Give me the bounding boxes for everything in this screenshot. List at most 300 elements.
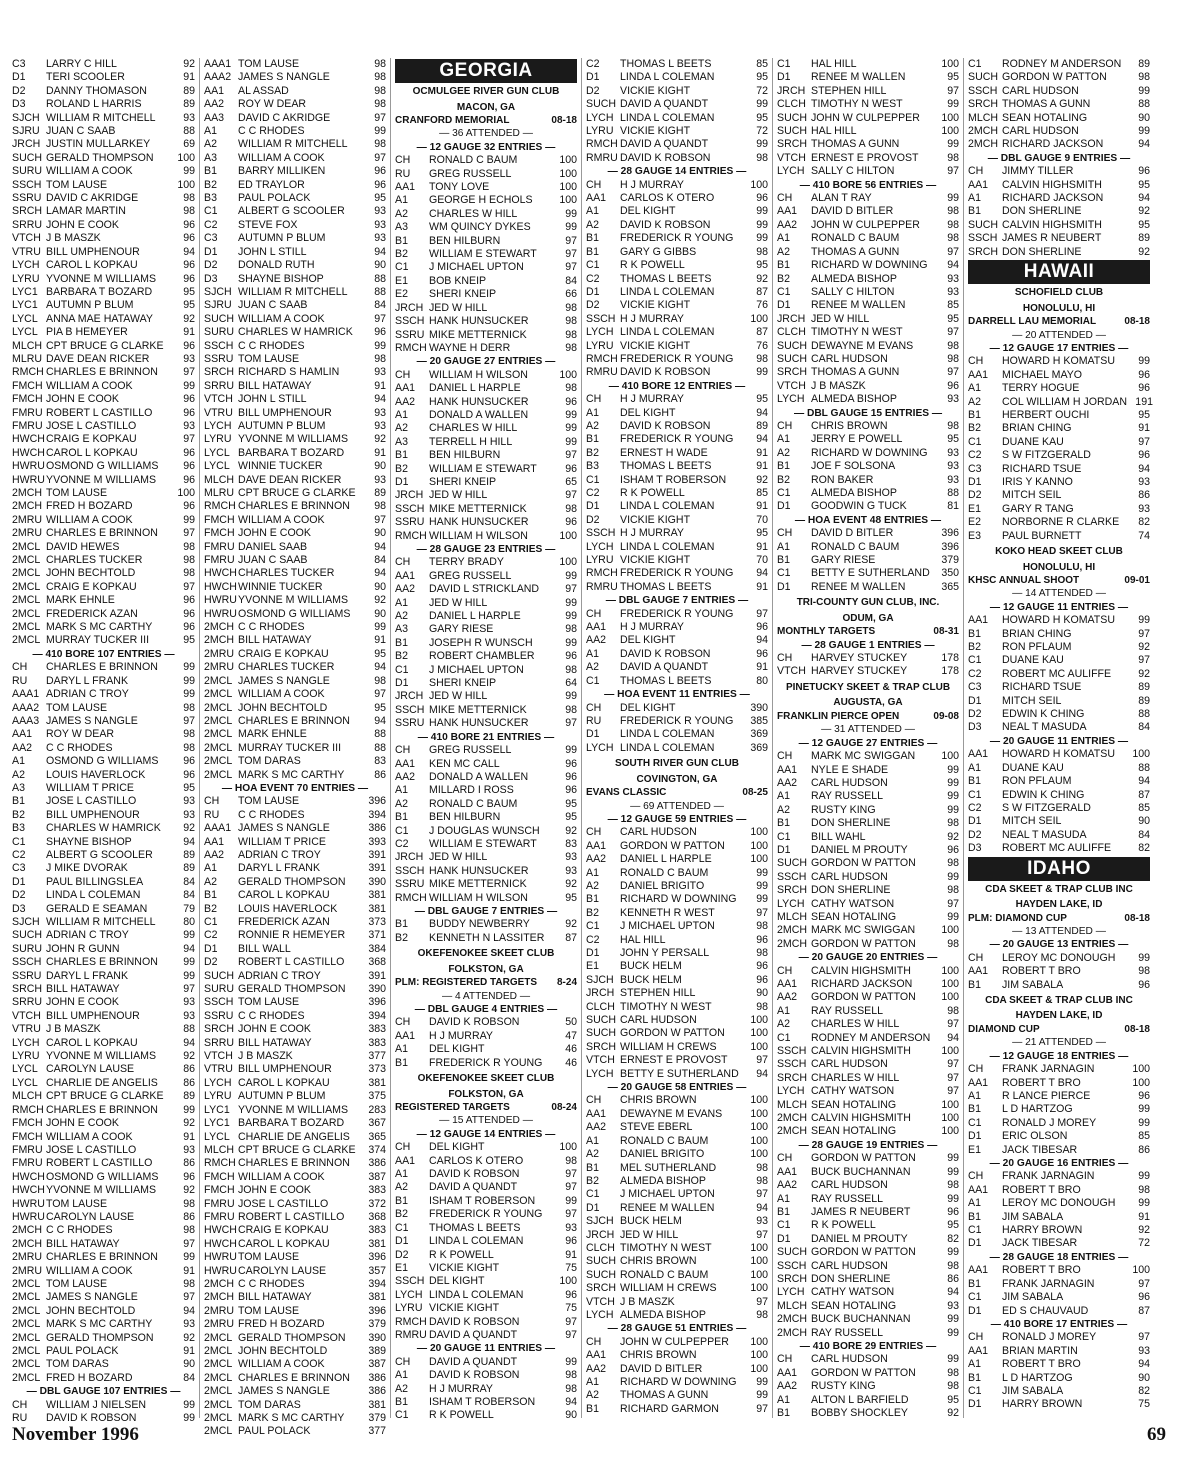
result-row [395,248,577,261]
class-code: D3 [12,98,26,111]
result-row [586,514,768,527]
result-row [395,570,577,583]
score: 97 [565,234,577,247]
shooter-name: TERRELL H HILL [429,435,513,448]
result-row [777,1125,959,1138]
shooter-name: DAVID K ROBSON [620,218,711,231]
class-code: B2 [395,462,408,475]
result-row [204,581,386,594]
class-code: SSCH [204,339,234,352]
shooter-name: PAUL BURNETT [1002,529,1082,542]
shooter-name: AL ASSAD [238,84,289,97]
score: 96 [374,178,386,191]
result-row [777,871,959,884]
score: 100 [559,194,577,207]
class-code: HWCH [204,1237,237,1250]
shooter-name: WILLIAM A COOK [46,165,133,178]
score: 83 [565,837,577,850]
score: 95 [183,299,195,312]
score: 84 [183,875,195,888]
shooter-name: HOWARD H KOMATSU [1002,614,1115,627]
class-code: RU [12,674,28,687]
result-row [12,541,195,554]
score: 86 [1138,489,1150,502]
class-code: AA2 [586,853,607,866]
score: 94 [374,661,386,674]
class-code: SUCH [777,857,808,870]
shooter-name: DON SHERLINE [1002,245,1082,258]
result-row [777,978,959,991]
score: 93 [947,473,959,486]
shooter-name: ROBERT T BRO [1002,1358,1081,1371]
class-code: D2 [12,889,26,902]
result-row [968,98,1150,111]
shooter-name: NYLE E SHADE [811,763,889,776]
score: 96 [756,621,768,634]
class-code: SSCH [395,864,425,877]
shooter-name: DAVID K ROBSON [429,1016,520,1029]
attendance: — 36 ATTENDED — [439,128,533,140]
class-code: SURU [204,326,235,339]
result-row [204,634,386,647]
score: 91 [183,1264,195,1277]
event-date: 09-01 [1124,575,1150,586]
result-row [12,433,195,446]
class-code: B1 [968,978,981,991]
score: 99 [947,1313,959,1326]
result-row [586,1068,768,1081]
class-code: SRCH [777,1071,808,1084]
class-code: VTCH [777,665,806,678]
result-row [12,71,195,84]
score: 69 [183,138,195,151]
shooter-name: THOMAS A GUNN [811,138,900,151]
result-row [968,681,1150,694]
class-code: CH [586,1094,602,1107]
score: 98 [947,339,959,352]
result-row [777,474,959,487]
shooter-name: BUDDY NEWBERRY [429,918,530,931]
class-code: SURU [12,165,43,178]
result-row [968,721,1150,734]
result-row [204,715,386,728]
result-row [12,447,195,460]
score: 86 [374,768,386,781]
shooter-name: TOM LAUSE [46,1197,108,1210]
result-row [204,1305,386,1318]
score: 381 [368,902,386,915]
score: 96 [947,843,959,856]
class-code: B2 [395,248,408,261]
result-row [12,1010,195,1023]
result-row [777,125,959,138]
class-code: SUCH [777,339,808,352]
score: 98 [947,1366,959,1379]
result-row [204,353,386,366]
class-code: AA3 [204,111,225,124]
result-row [395,436,577,449]
score: 91 [756,446,768,459]
shooter-name: H J MURRAY [620,312,684,325]
result-row [12,313,195,326]
score: 98 [183,192,195,205]
shooter-name: WILLIAM H WILSON [429,368,528,381]
shooter-name: LOUIS HAVERLOCK [46,768,146,781]
class-code: 2MCH [777,1112,808,1125]
class-code: SJCH [12,916,40,928]
result-row [204,420,386,433]
shooter-name: ERNEST H WADE [620,446,708,459]
result-row [12,849,195,862]
result-row [777,652,959,665]
class-code: 2MCH [204,621,235,634]
class-code: CH [777,419,793,432]
shooter-name: HANK HUNSUCKER [429,395,529,408]
score: 90 [565,1409,577,1422]
shooter-name: YVONNE M WILLIAMS [46,272,157,285]
shooter-name: CHARLIE DE ANGELIS [46,1076,158,1089]
score: 90 [1138,111,1150,124]
result-row [204,822,386,835]
score: 94 [947,1286,959,1299]
class-code: LYCL [204,1130,230,1143]
class-code: SSCH [395,703,425,716]
class-code: LYCH [586,326,614,339]
result-row [777,1206,959,1219]
score: 100 [750,312,768,325]
shooter-name: FRED H BOZARD [46,1371,133,1384]
shooter-name: ALMEDA BISHOP [811,272,897,285]
class-code: 2MRU [204,1304,235,1317]
score: 91 [756,460,768,473]
result-row [395,677,577,690]
score: 96 [183,460,195,473]
result-row [395,664,577,677]
score: 98 [374,58,386,70]
shooter-name: BOB KNEIP [429,274,487,287]
result-row [586,85,768,98]
shooter-name: ED S CHAUVAUD [1002,1304,1089,1317]
result-row [586,1202,768,1215]
score: 98 [183,701,195,714]
shooter-name: TOM DARAS [46,1358,109,1371]
class-code: E1 [586,960,599,973]
score: 94 [1138,1358,1150,1371]
class-code: 2MRU [204,1318,235,1331]
result-row [12,1077,195,1090]
score: 100 [750,1335,768,1348]
event-date: 08-18 [551,115,577,126]
result-row [12,1358,195,1371]
class-code: RMCH [395,1315,427,1328]
shooter-name: RONALD C BAUM [811,232,900,245]
score: 100 [941,978,959,990]
shooter-name: WILLIAM T PRICE [238,835,326,848]
shooter-name: RENEE M WALLEN [811,580,906,593]
class-code: CH [777,1353,793,1366]
attendance: — 15 ATTENDED — [439,1115,533,1127]
attendance: — 20 ATTENDED — [1012,329,1106,341]
score: 99 [565,690,577,703]
score: 99 [183,513,195,526]
class-code: C2 [204,929,218,942]
gauge-heading: — 12 GAUGE 18 ENTRIES — [989,1050,1129,1062]
shooter-name: DEL KIGHT [429,1043,485,1056]
shooter-name: CRAIG E KOPKAU [238,647,329,660]
class-code: A1 [968,1090,981,1102]
score: 99 [1138,951,1150,964]
score: 86 [183,1157,195,1170]
class-code: 2MCH [777,937,808,950]
score: 91 [374,379,386,392]
shooter-name: R K POWELL [429,1409,494,1422]
result-row [204,1358,386,1371]
score: 98 [947,205,959,218]
shooter-name: H J MURRAY [620,178,684,191]
score: 373 [368,916,386,928]
result-row [777,924,959,937]
result-row [777,85,959,98]
shooter-name: BILL UMPHENOUR [46,1009,140,1022]
score: 82 [1138,842,1150,855]
class-code: A1 [586,647,599,660]
result-row [586,340,768,353]
class-code: MLRU [204,487,235,499]
class-code: 2MCH [968,125,999,138]
shooter-name: FREDERICK R YOUNG [429,1056,543,1069]
score: 79 [183,902,195,915]
attendance: — 14 ATTENDED — [1012,588,1106,600]
class-code: AA1 [968,1183,989,1196]
shooter-name: LARRY C HILL [46,58,117,70]
class-code: A1 [777,1192,790,1205]
result-row [968,355,1150,368]
score: 383 [368,1224,386,1237]
score: 99 [1138,355,1150,368]
class-code: SUCH [204,312,235,325]
shooter-name: MARK EHNLE [46,594,115,607]
score: 76 [756,299,768,312]
result-row [204,836,386,849]
score: 98 [565,703,577,716]
shooter-name: DANIEL M PROUTY [811,843,908,856]
result-row [395,744,577,757]
result-row [12,742,195,755]
result-row [586,621,768,634]
class-code: JRCH [777,312,806,325]
result-row [395,1030,577,1043]
score: 99 [756,879,768,892]
gauge-heading: — DBL GAUGE 4 ENTRIES — [414,1004,558,1015]
shooter-name: WILLIAM A COOK [46,513,133,526]
result-row [12,1063,195,1076]
score: 99 [565,596,577,609]
shooter-name: CHARLES W HAMRICK [46,822,161,835]
result-row [777,965,959,978]
result-row [12,125,195,138]
class-code: C2 [586,272,600,285]
result-row [12,1037,195,1050]
result-row [968,789,1150,802]
shooter-name: CHARLES E BRINNON [238,500,350,513]
class-code: AA1 [395,569,416,582]
shooter-name: DARYL L FRANK [46,674,129,687]
shooter-name: BUCK BUCHANNAN [811,1165,911,1178]
result-row [968,179,1150,192]
score: 97 [374,151,386,164]
result-row [968,654,1150,667]
shooter-name: ROY W DEAR [238,98,307,111]
shooter-name: JOHN E COOK [46,1117,119,1130]
class-code: SSCH [777,870,807,883]
event-name: DIAMOND CUP [968,1023,1040,1035]
score: 100 [941,1112,959,1125]
result-row [12,822,195,835]
class-code: A2 [12,768,25,781]
shooter-name: BARRY MILLIKEN [238,165,326,178]
score: 99 [565,636,577,649]
class-code: SUCH [12,929,43,942]
shooter-name: WILLIAM E STEWART [429,837,537,850]
result-row [586,1376,768,1389]
score: 89 [1138,58,1150,70]
result-row [586,934,768,947]
result-row [395,476,577,489]
class-code: LYC1 [204,1103,230,1116]
shooter-name: CPT BRUCE G CLARKE [238,1143,356,1156]
gauge-heading: — HOA EVENT 48 ENTRIES — [794,514,942,526]
club-heading: OKEFENOKEE SKEET CLUB [417,1073,555,1085]
result-row [204,970,386,983]
shooter-name: CARL HUDSON [811,1058,888,1071]
class-code: RU [395,167,411,180]
shooter-name: DAVID K ROBSON [620,419,711,432]
event-date: 08-25 [742,787,768,799]
result-row [204,112,386,125]
shooter-name: JAMES S NANGLE [238,674,330,687]
class-code: AA1 [395,181,416,194]
result-row [586,1269,768,1282]
result-row [586,112,768,125]
result-row [968,1345,1150,1358]
score: 100 [750,1362,768,1375]
class-code: A1 [395,1168,408,1181]
class-code: AA1 [204,835,225,848]
class-code: CH [968,1331,984,1344]
shooter-name: MARK EHNLE [238,728,307,741]
result-row [395,851,577,864]
club-heading: HONOLULU, HI [1022,561,1096,573]
result-row [968,1103,1150,1116]
class-code: RMCH [586,567,618,580]
class-code: B1 [395,449,408,462]
score: 99 [565,221,577,234]
club-heading: COVINGTON, GA [636,773,718,785]
score: 98 [565,502,577,515]
result-row [777,1394,959,1407]
shooter-name: JED W HILL [620,1228,679,1241]
class-code: AA1 [204,84,225,97]
shooter-name: ROLAND L HARRIS [46,98,142,111]
class-code: D1 [968,475,982,488]
class-code: AA1 [777,1366,798,1379]
class-code: VTCH [586,1295,615,1308]
result-row [968,641,1150,654]
result-row [586,728,768,741]
shooter-name: HARRY BROWN [1002,1398,1083,1411]
result-row [777,112,959,125]
score: 98 [374,98,386,111]
result-row [586,205,768,218]
score: 94 [756,406,768,419]
state-banner: IDAHO [968,857,1150,881]
shooter-name: ROBERT T BRO [1002,1183,1081,1196]
shooter-name: WILLIAM A COOK [46,1264,133,1277]
result-row [204,1117,386,1130]
score: 87 [1138,788,1150,801]
gauge-heading: — DBL GAUGE 7 ENTRIES — [414,905,558,917]
class-code: SRCH [777,1272,808,1285]
class-code: C1 [586,920,600,933]
class-code: D1 [12,71,26,84]
class-code: C1 [968,58,982,70]
class-code: SSCH [395,502,425,515]
gauge-heading: — 410 BORE 56 ENTRIES — [799,179,937,191]
class-code: AA2 [586,1362,607,1375]
shooter-name: TOM LAUSE [238,1251,300,1264]
class-code: A1 [586,406,599,419]
shooter-name: ED TRAYLOR [238,178,305,191]
shooter-name: GORDON W PATTON [811,857,916,870]
result-row [586,313,768,326]
result-row [395,1329,577,1342]
class-code: 2MCL [204,768,233,781]
class-code: C1 [968,1384,982,1397]
result-row [586,840,768,853]
class-code: C1 [395,824,409,837]
shooter-name: TOM LAUSE [238,795,300,808]
class-code: AA2 [204,848,225,861]
shooter-name: JERRY E POWELL [811,433,903,446]
shooter-name: HANK HUNSUCKER [429,516,529,529]
class-code: SUCH [586,1255,617,1268]
class-code: HWCH [204,1224,237,1237]
shooter-name: RONALD C BAUM [620,1268,709,1281]
gauge-heading: — 28 GAUGE 1 ENTRIES — [801,639,935,651]
score: 95 [947,1219,959,1232]
class-code: HWRU [204,607,237,620]
gauge-heading: — DBL GAUGE 15 ENTRIES — [793,407,943,419]
shooter-name: THOMAS L BEETS [620,272,712,285]
shooter-name: GORDON W PATTON [811,1152,916,1165]
shooter-name: JUSTIN MULLARKEY [46,138,151,151]
score: 375 [368,1090,386,1103]
shooter-name: EDWIN K CHING [1002,788,1085,801]
shooter-name: TOM LAUSE [46,1277,108,1290]
class-code: MLCH [777,1098,808,1111]
score: 99 [565,610,577,623]
result-row [968,1291,1150,1304]
result-row [12,688,195,701]
class-code: D1 [777,580,791,593]
score: 94 [183,1304,195,1317]
shooter-name: R K POWELL [620,487,685,499]
class-code: A1 [12,755,25,768]
score: 93 [947,272,959,285]
score: 390 [368,1331,386,1344]
result-row [204,594,386,607]
score: 97 [565,449,577,462]
